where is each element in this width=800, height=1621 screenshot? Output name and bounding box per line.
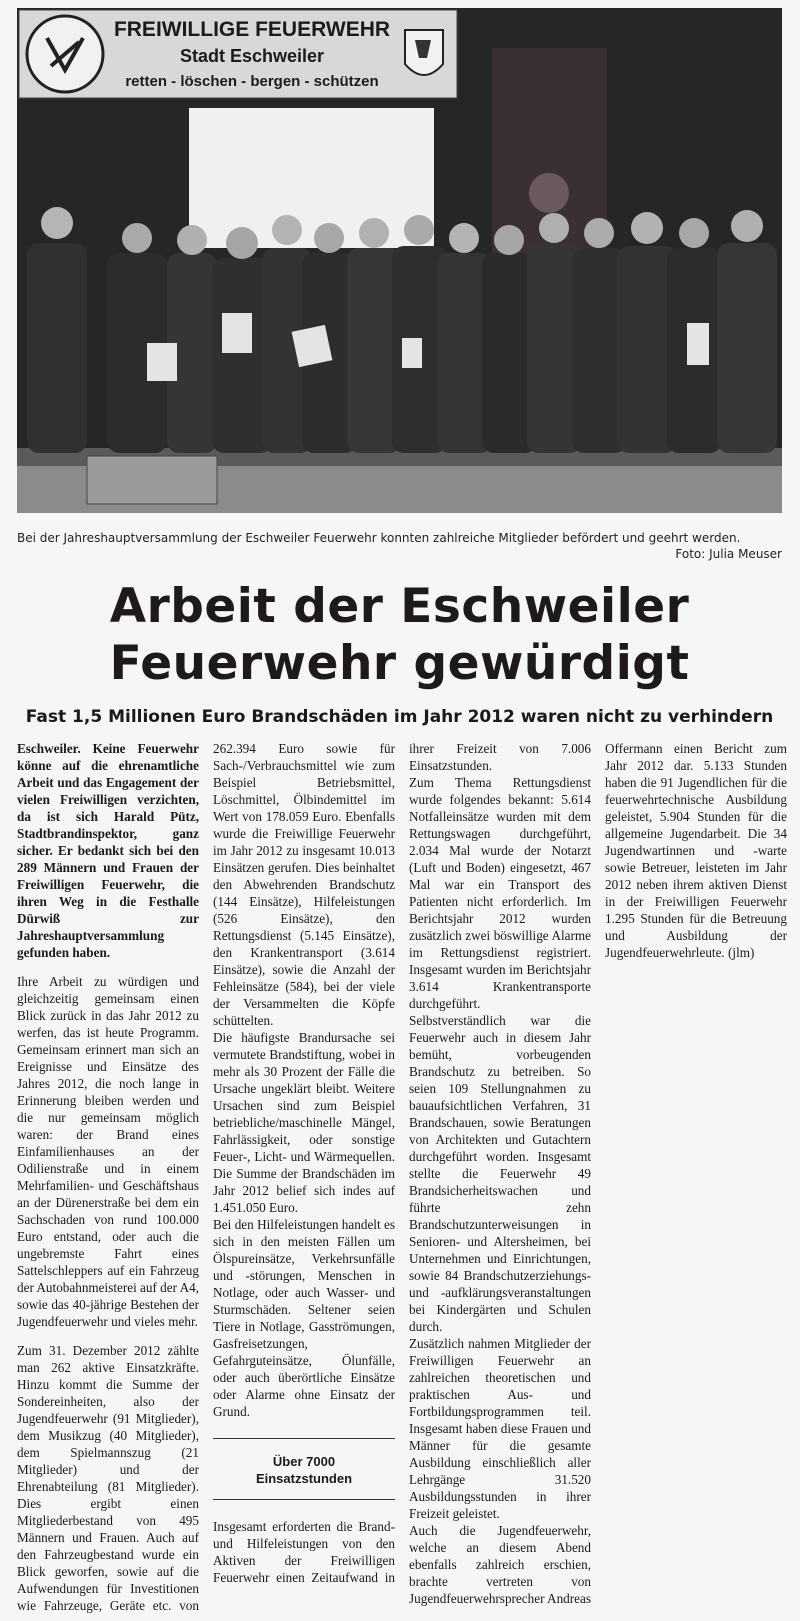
- article-paragraph: Ihre Arbeit zu würdigen und gleichzeitig gemeinsam einen Blick zurück in das Jahr 2012 zu werfen, das ist heute Programm. Gemeinsam erinnert man sich an Ereignisse und Einsätze des Jahres 2012, die noch lange in Erinnerung bleiben werden und die nur gemeinsam möglich waren: der Brand eines Einfamilienhauses an der Odilienstraße und in einem Mehrfamilien- und Geschäftshaus an der Dürenerstraße bei dem ein Sachschaden von rund 100.000 Euro entstand, oder auch die ungebremste Fahrt eines Sattelschleppers auf ein Fahrzeug der Autobahnmeisterei auf der A4, sowie das 40-jährige Bestehen der Jugendfeuerwehr und vieles mehr.: [17, 974, 200, 1329]
- headline: [17, 578, 782, 692]
- banner-line-2: Stadt Eschweiler: [179, 46, 325, 66]
- photo-credit: Foto: Julia Meuser: [675, 547, 782, 561]
- caption-text: Bei der Jahreshauptversammlung der Eschweiler Feuerwehr konnten zahlreiche Mitglieder befördert und geehrt werden.: [17, 531, 741, 545]
- article-paragraph: Auch die Jugendfeuerwehr, welche an diesem Abend ebenfalls zahlreich erschien, brachte vertreten von Jugendfeuerwehrsprecher Andreas Offermann einen Bericht zum Jahr 2012 dar. 5.133 Stunden haben die 91 Jugendlichen für die feuerwehrtechnische Ausbildung geleistet, 5.904 Stunden für die allgemeine Jugendarbeit. Die 34 Jugendwartinnen und -warte sowie Betreuer, leisteten im Jahr 2012 neben ihrem aktiven Dienst in der Freiwilligen Feuerwehr 1.295 Stunden für die Betreuung und Ausbildung der Jugendfeuerwehrleute. (jlm): [409, 741, 787, 1606]
- section-heading: [213, 1438, 395, 1500]
- banner-line-3: retten - löschen - bergen - schützen: [125, 73, 379, 90]
- article-paragraph: Zusätzlich nahmen Mitglieder der Freiwilligen Feuerwehr an zahlreichen theoretischen und praktischen Aus- und Fortbildungsprogrammen teil. Insgesamt haben diese Frauen und Männer für die gesamte Ausbildung einschließlich aller Lehrgänge 31.520 Ausbildungsstunden in ihrer Freizeit geleistet.: [409, 1336, 591, 1521]
- article-lead: Eschweiler. Keine Feuerwehr könne auf die ehrenamtliche Arbeit und das Engagement der vielen Freiwilligen verzichten, da ist sich Harald Pütz, Stadtbrandinspektor, ganz sicher. Er bedankt sich bei den 289 Männern und Frauen der Freiwilligen Feuerwehr, die ihren Weg in die Festhalle Dürwiß zur Jahreshauptversammlung gefunden haben.: [17, 741, 199, 960]
- article-paragraph: Selbstverständlich war die Feuerwehr auch in diesem Jahr bemüht, vorbeugenden Brandschutz zu betreiben. So seien 109 Stellungnahmen zu bauaufsichtlichen Verfahren, 31 Brandschauen, sowie Beratungen von Architekten und Gutachtern durchgeführt worden. Insgesamt stellte die Feuerwehr 49 Brandsicherheitswachen und führte zehn Brandschutzunterweisungen in Senioren- und Altersheimen, bei Unternehmen und Einrichtungen, sowie 84 Brandschutzerziehungs- und -aufklärungsveranstaltungen bei Kindergärten und Schulen durch.: [409, 1013, 591, 1334]
- article-paragraph: Bei den Hilfeleistungen handelt es sich in den meisten Fällen um Ölspureinsätze, Verkehrsunfälle und -störungen, Menschen in Notlage, oder auch Wasser- und Sturmschäden. Seltener seien Tiere in Notlage, Gasströmungen, Gasfreisetzungen, Gefahrguteinsätze, Ölunfälle, oder auch überörtliche Einsätze oder Alarme ohne Einsatz der Grund.: [213, 1217, 395, 1419]
- article-paragraph: Insgesamt erforderten die Brand- und Hilfeleistungen von den Aktiven der Freiwilligen Feuerwehr einen Zeitaufwand in ihrer Freizeit von 7.006 Einsatzstunden.: [213, 741, 591, 1585]
- fire-brigade-banner: [19, 10, 457, 98]
- article-paragraph: Zum 31. Dezember 2012 zählte man 262 aktive Einsatzkräfte. Hinzu kommt die Summe der Sondereinheiten, also der Jugendfeuerwehr (91 Mitglieder), dem Musikzug (40 Mitglieder), dem Spielmannszug (21 Mitglieder) und der Ehrenabteilung (81 Mitglieder). Dies ergibt einen Mitgliederbestand von 495 Männern und Frauen. Auch auf den Fahrzeugbestand wurde ein Blick geworfen, sowie auf die Aufwendungen für Investitionen wie Fahrzeuge, Geräte etc. von 262.394 Euro sowie für Sach-/Verbrauchsmittel wie zum Beispiel Betriebsmittel, Löschmittel, Ölbindemittel im Wert von 178.059 Euro. Ebenfalls wurde die Freiwillige Feuerwehr im Jahr 2012 zu insgesamt 10.013 Einsätzen gerufen. Dies beinhaltet den Abwehrenden Brandschutz (144 Einsätze), Hilfeleistungen (526 Einsätze), den Rettungsdienst (5.145 Einsätze), den Krankentransport (3.614 Einsätze), sowie die Anzahl der Fehleinsätze (584), bei der viele der Versammelten die Köpfe schüttelten.: [17, 741, 395, 1613]
- headline-line-1: Arbeit der Eschweiler: [109, 579, 690, 634]
- article-body: [17, 740, 787, 1615]
- projection-screen: [189, 108, 434, 248]
- banner-line-1: FREIWILLIGE FEUERWEHR: [113, 18, 391, 41]
- section-heading-line-1: Über 7000: [272, 1454, 336, 1469]
- photo-caption: [17, 530, 782, 562]
- article-paragraph: Die häufigste Brandursache sei vermutete Brandstiftung, wobei in mehr als 30 Prozent der Fälle die Ursache ungeklärt bleibt. Weitere Ursachen sind zum Beispiel betriebliche/maschinelle Mängel, Fahrlässigkeit, oder sonstige Feuer-, Licht- und Wärmequellen. Die Summe der Brandschäden im Jahr 2012 belief sich indes auf 1.451.050 Euro.: [213, 1030, 395, 1215]
- stage-equipment: [87, 456, 217, 504]
- group-photo: [17, 8, 782, 513]
- section-heading-line-2: Einsatzstunden: [255, 1471, 353, 1486]
- article-paragraph: Zum Thema Rettungsdienst wurde folgendes bekannt: 5.614 Notfalleinsätze wurden mit dem Rettungswagen durchgeführt, 2.034 Mal wurde der Notarzt (Luft und Boden) eingesetzt, 467 Mal war ein Transport des Patienten nicht erforderlich. Im Berichtsjahr 2012 wurden zusätzlich zwei böswillige Alarme im Rettungsdienst registriert. Insgesamt wurden im Berichtsjahr 3.614 Krankentransporte durchgeführt.: [409, 775, 591, 1011]
- headline-line-2: Feuerwehr gewürdigt: [109, 636, 690, 691]
- subheadline: Fast 1,5 Millionen Euro Brandschäden im Jahr 2012 waren nicht zu verhindern: [25, 707, 774, 727]
